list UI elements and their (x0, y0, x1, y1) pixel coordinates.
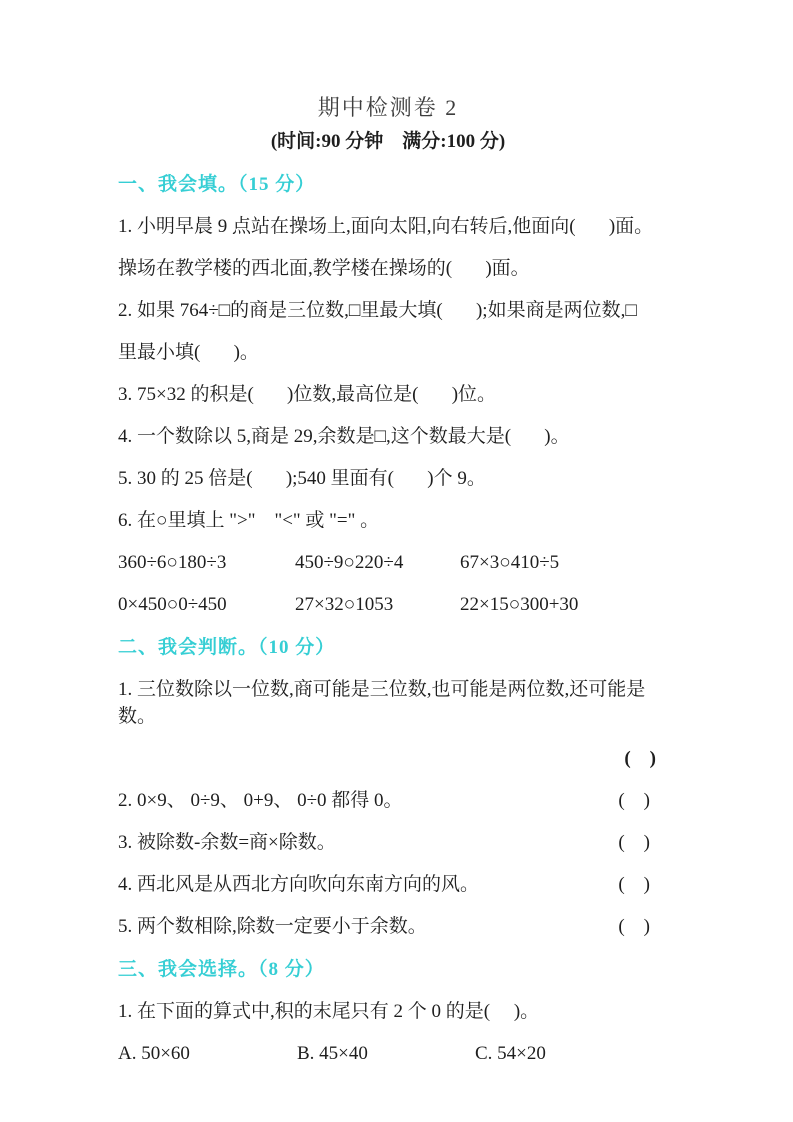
compare-cell: 450÷9○220÷4 (295, 552, 404, 573)
compare-cell: 27×32○1053 (295, 594, 394, 615)
s2-q5 (118, 913, 676, 940)
s2-q2-answer-blank: ( ) (618, 790, 650, 811)
section-3-heading: 三、我会选择。（8 分） (118, 959, 325, 980)
judgment-text: 5. 两个数相除,除数一定要小于余数。 (118, 916, 427, 937)
option-a: A. 50×60 (118, 1043, 190, 1064)
judgment-text: 4. 西北风是从西北方向吹向东南方向的风。 (118, 874, 480, 895)
judgment-text: 3. 被除数-余数=商×除数。 (118, 832, 336, 853)
option-b: B. 45×40 (297, 1043, 368, 1064)
s1-q6-compare-row-2 (118, 591, 676, 618)
compare-cell: 0×450○0÷450 (118, 594, 227, 615)
s1-q2-line1: 2. 如果 764÷□的商是三位数,□里最大填( );如果商是两位数,□ (118, 300, 637, 321)
s1-q5: 5. 30 的 25 倍是( );540 里面有( )个 9。 (118, 468, 486, 489)
s1-q2-line2: 里最小填( )。 (118, 342, 259, 363)
s1-q4: 4. 一个数除以 5,商是 29,余数是□,这个数最大是( )。 (118, 426, 570, 447)
s3-q1-options (118, 1040, 676, 1067)
s3-q1-text: 1. 在下面的算式中,积的末尾只有 2 个 0 的是( )。 (118, 1001, 540, 1022)
s1-q6: 6. 在○里填上 ">" "<" 或 "=" 。 (118, 510, 380, 531)
s1-q3: 3. 75×32 的积是( )位数,最高位是( )位。 (118, 384, 497, 405)
compare-cell: 67×3○410÷5 (460, 552, 560, 573)
s2-q3 (118, 829, 676, 856)
s2-q3-answer-blank: ( ) (618, 832, 650, 853)
compare-cell: 22×15○300+30 (460, 594, 579, 615)
s2-q1-answer-blank: ( ) (624, 748, 656, 769)
section-2-heading: 二、我会判断。（10 分） (118, 637, 336, 658)
s2-q5-answer-blank: ( ) (618, 916, 650, 937)
option-c: C. 54×20 (475, 1043, 546, 1064)
judgment-text: 2. 0×9、 0÷9、 0+9、 0÷0 都得 0。 (118, 790, 403, 811)
compare-cell: 360÷6○180÷3 (118, 552, 227, 573)
s1-q6-compare-row-1 (118, 549, 676, 576)
s2-q4 (118, 871, 676, 898)
s1-q1-line2: 操场在教学楼的西北面,教学楼在操场的( )面。 (118, 258, 530, 279)
page-subtitle: (时间:90 分钟 满分:100 分) (270, 131, 506, 152)
page-title: 期中检测卷 2 (317, 95, 459, 120)
s2-q4-answer-blank: ( ) (618, 874, 650, 895)
section-1-heading: 一、我会填。（15 分） (118, 174, 316, 195)
s2-q2 (118, 787, 676, 814)
s1-q1-line1: 1. 小明早晨 9 点站在操场上,面向太阳,向右转后,他面向( )面。 (118, 216, 654, 237)
s2-q1-text: 1. 三位数除以一位数,商可能是三位数,也可能是两位数,还可能是数。 (118, 679, 646, 727)
